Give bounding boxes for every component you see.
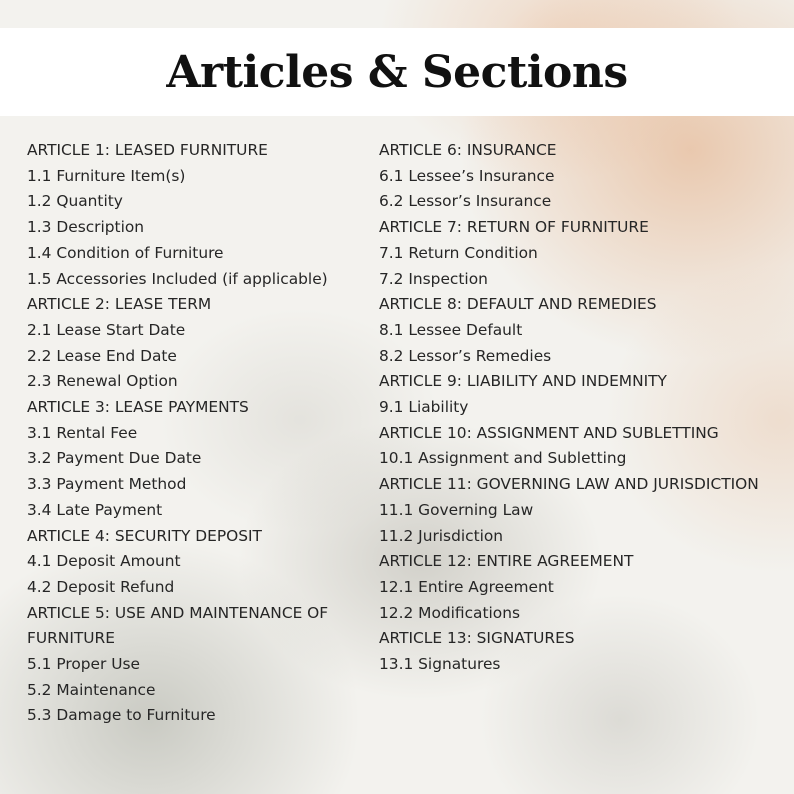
article-heading: ARTICLE 6: INSURANCE	[379, 141, 557, 159]
section-item: 4.1 Deposit Amount	[27, 552, 181, 571]
article-heading: ARTICLE 13: SIGNATURES	[379, 629, 575, 648]
right-section-list	[379, 138, 789, 678]
article-heading: ARTICLE 8: DEFAULT AND REMEDIES	[379, 295, 657, 314]
article-heading: ARTICLE 5: USE AND MAINTENANCE OF FURNITURE	[27, 603, 329, 648]
article-heading: ARTICLE 4: SECURITY DEPOSIT	[27, 526, 262, 545]
article-heading: ARTICLE 1: LEASED FURNITURE	[27, 141, 268, 159]
section-item: 12.2 Modifications	[379, 603, 520, 622]
section-item: 6.1 Lessee’s Insurance	[379, 166, 555, 185]
section-item: 8.1 Lessee Default	[379, 320, 523, 339]
section-item: 3.3 Payment Method	[27, 475, 187, 494]
section-item: 1.2 Quantity	[27, 192, 123, 211]
section-item: 2.3 Renewal Option	[27, 372, 178, 391]
section-item: 7.1 Return Condition	[379, 243, 538, 262]
section-item: 7.2 Inspection	[379, 269, 488, 288]
article-heading: ARTICLE 12: ENTIRE AGREEMENT	[379, 552, 634, 571]
section-item: 6.2 Lessor’s Insurance	[379, 192, 552, 211]
article-heading: ARTICLE 10: ASSIGNMENT AND SUBLETTING	[379, 423, 719, 442]
section-item: 3.4 Late Payment	[27, 500, 163, 519]
section-item: 11.2 Jurisdiction	[379, 526, 504, 545]
section-item: 5.2 Maintenance	[27, 680, 156, 699]
section-item: 12.1 Entire Agreement	[379, 577, 554, 596]
page-title: Articles & Sections	[166, 46, 628, 98]
article-heading: ARTICLE 3: LEASE PAYMENTS	[27, 398, 249, 417]
left-section-list	[27, 138, 367, 729]
section-item: 11.1 Governing Law	[379, 500, 534, 519]
article-heading: ARTICLE 7: RETURN OF FURNITURE	[379, 218, 649, 237]
article-heading: ARTICLE 9: LIABILITY AND INDEMNITY	[379, 372, 667, 391]
section-item: 5.3 Damage to Furniture	[27, 706, 216, 725]
section-item: 2.2 Lease End Date	[27, 346, 177, 365]
section-item: 4.2 Deposit Refund	[27, 577, 175, 596]
section-item: 3.1 Rental Fee	[27, 423, 138, 442]
section-item: 1.3 Description	[27, 218, 145, 237]
title-banner	[0, 28, 794, 116]
section-item: 3.2 Payment Due Date	[27, 449, 202, 468]
section-item: 1.1 Furniture Item(s)	[27, 166, 186, 185]
section-item: 5.1 Proper Use	[27, 655, 140, 674]
article-heading: ARTICLE 2: LEASE TERM	[27, 295, 212, 314]
section-item: 2.1 Lease Start Date	[27, 320, 186, 339]
section-item: 9.1 Liability	[379, 398, 469, 417]
section-item: 1.5 Accessories Included (if applicable)	[27, 269, 328, 288]
section-item: 10.1 Assignment and Subletting	[379, 449, 627, 468]
article-heading: ARTICLE 11: GOVERNING LAW AND JURISDICTION	[379, 475, 759, 494]
section-item: 1.4 Condition of Furniture	[27, 243, 224, 262]
section-item: 8.2 Lessor’s Remedies	[379, 346, 552, 365]
section-item: 13.1 Signatures	[379, 655, 501, 674]
